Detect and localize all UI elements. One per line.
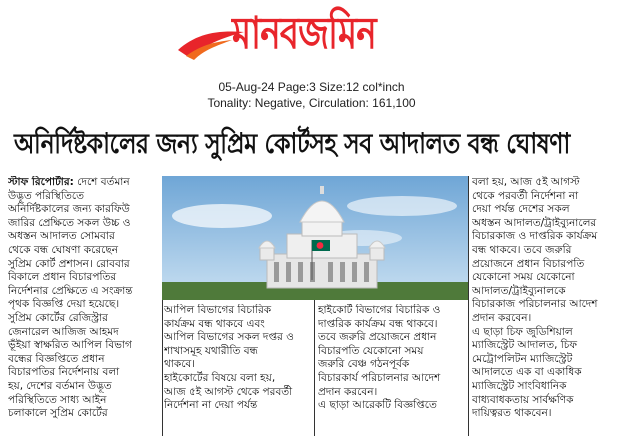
column-line: বিকালে প্রধান বিচারপতির	[8, 271, 117, 284]
column-line: সুপ্রিম কোর্টের রেজিস্ট্রার	[8, 311, 108, 324]
column-rule	[162, 300, 163, 436]
column-line: পৃথক বিজ্ঞপ্তি দেয়া হয়েছে।	[8, 298, 120, 311]
column-line: হাইকোর্ট বিভাগের বিচারিক ও	[318, 304, 441, 316]
column-line: জারির প্রেক্ষিতে সকল উচ্চ ও	[8, 216, 131, 229]
newspaper-logo: মানবজমিন	[232, 8, 376, 59]
column-line: আদালতে এক বা একাধিক	[472, 366, 582, 379]
column-line: থাকবে।	[164, 358, 196, 371]
column-line: বন্ধের বিজ্ঞপ্তিতে প্রধান	[8, 352, 105, 365]
article-column-3	[318, 304, 468, 436]
column-line: হয়, দেশের বর্তমান উদ্ভূত	[8, 379, 112, 392]
column-line: বাধ্যবাধকতায় সার্বক্ষণিক	[472, 393, 574, 406]
column-line: উদ্ভূত পরিস্থিতিতে	[8, 189, 84, 202]
column-line: প্রয়োজনে প্রধান বিচারপতি	[472, 257, 585, 270]
supreme-court-illustration	[162, 176, 468, 300]
column-line: মেট্রোপলিটন ম্যাজিস্ট্রেট	[472, 352, 573, 365]
column-line: বিচারকাজ ও দাপ্তরিক কার্যক্রম	[472, 230, 598, 243]
article-column-4	[472, 176, 620, 434]
column-line: পরিস্থিতিতে সাধ্য আইন	[8, 393, 107, 406]
column-line: সুপ্রিম কোর্ট প্রশাসন। রোববার	[8, 257, 130, 270]
column-line: জরুরি বেঞ্চ গঠনপূর্বক	[318, 358, 410, 371]
article-column-2	[164, 304, 310, 436]
column-line: ভূঁইয়া স্বাক্ষরিত আপিল বিভাগ	[8, 339, 132, 352]
column-line: প্রদান করবেন।	[318, 385, 378, 398]
column-line: অধস্তন আদালত সোমবার	[8, 230, 115, 243]
headline: অনির্দিষ্টকালের জন্য সুপ্রিম কোর্টসহ সব আদালত বন্ধ ঘোষণা	[14, 127, 570, 160]
column-line: আপিল বিভাগের সকল দপ্তর ও	[164, 331, 294, 344]
clipping-meta-line1: 05-Aug-24 Page:3 Size:12 col*inch	[218, 80, 405, 94]
column-line: এ ছাড়া আরেকটি বিজ্ঞপ্তিতে	[318, 399, 437, 412]
column-line: দায়িত্বরত থাকবেন।	[472, 407, 552, 420]
column-line: শাখাসমূহ যথারীতি বন্ধ	[164, 344, 258, 357]
column-line: প্রদান করবেন।	[472, 311, 532, 324]
article-column-1	[8, 176, 160, 434]
column-line: নির্দেশনা না দেয়া পর্যন্ত	[164, 399, 258, 412]
column-line: থেকে বন্ধ ঘোষণা করেছেন	[8, 243, 118, 256]
byline: স্টাফ রিপোর্টার:	[8, 176, 74, 188]
column-line: ম্যাজিস্ট্রেট সাংবিধানিক	[472, 379, 567, 392]
column-line: হাইকোর্টের বিষয়ে বলা হয়,	[164, 371, 276, 384]
column-rule	[314, 300, 315, 436]
column-rule	[468, 176, 469, 436]
column-line: বলা হয়, আজ ৫ই আগস্ট	[472, 176, 580, 188]
column-line: যেকোনো সময় যেকোনো	[472, 271, 575, 284]
column-line: আজ ৫ই আগস্ট থেকে পরবর্তী	[164, 385, 293, 398]
column-line: আদালত/ট্রাইব্যুনালকে	[472, 284, 566, 297]
column-line: বন্ধ থাকবে। তবে জরুরি	[472, 243, 572, 256]
column-line: আপিল বিভাগের বিচারিক	[164, 304, 272, 316]
column-line: চলাকালে সুপ্রিম কোর্টের	[8, 407, 108, 420]
column-line: অধস্তন আদালত/ট্রাইব্যুনালের	[472, 216, 597, 229]
column-line: দাপ্তরিক কার্যক্রম বন্ধ থাকবে।	[318, 317, 438, 330]
column-line: বিচারকার্য পরিচালনার আদেশ	[318, 371, 441, 384]
column-line: এ ছাড়া চিফ জুডিশিয়াল	[472, 325, 573, 338]
column-line: তবে জরুরি প্রয়োজনে প্রধান	[318, 331, 437, 344]
column-line: ম্যাজিস্ট্রেট আদালত, চিফ	[472, 339, 578, 352]
column-line: জেনারেল আজিজ আহমদ	[8, 325, 119, 338]
column-line: কার্যক্রম বন্ধ থাকবে এবং	[164, 317, 265, 330]
clipping-meta-line2: Tonality: Negative, Circulation: 161,100	[207, 96, 416, 110]
headline-box	[14, 122, 613, 168]
column-line: অনির্দিষ্টকালের জন্য কারফিউ	[8, 203, 130, 216]
masthead	[0, 0, 623, 72]
column-line: বিচারপতির নির্দেশনায় বলা	[8, 366, 120, 379]
column-line: নির্দেশনার প্রেক্ষিতে এ সংক্রান্ত	[8, 284, 133, 297]
column-line: বিচারপতি যেকোনো সময়	[318, 344, 424, 357]
column-line: দেশে বর্তমান	[77, 176, 130, 188]
column-line: বিচারকাজ পরিচালনার আদেশ	[472, 298, 598, 311]
column-line: থেকে পরবর্তী নির্দেশনা না	[472, 189, 579, 202]
supreme-court-photo	[162, 176, 468, 300]
column-line: দেয়া পর্যন্ত দেশের সকল	[472, 203, 570, 216]
